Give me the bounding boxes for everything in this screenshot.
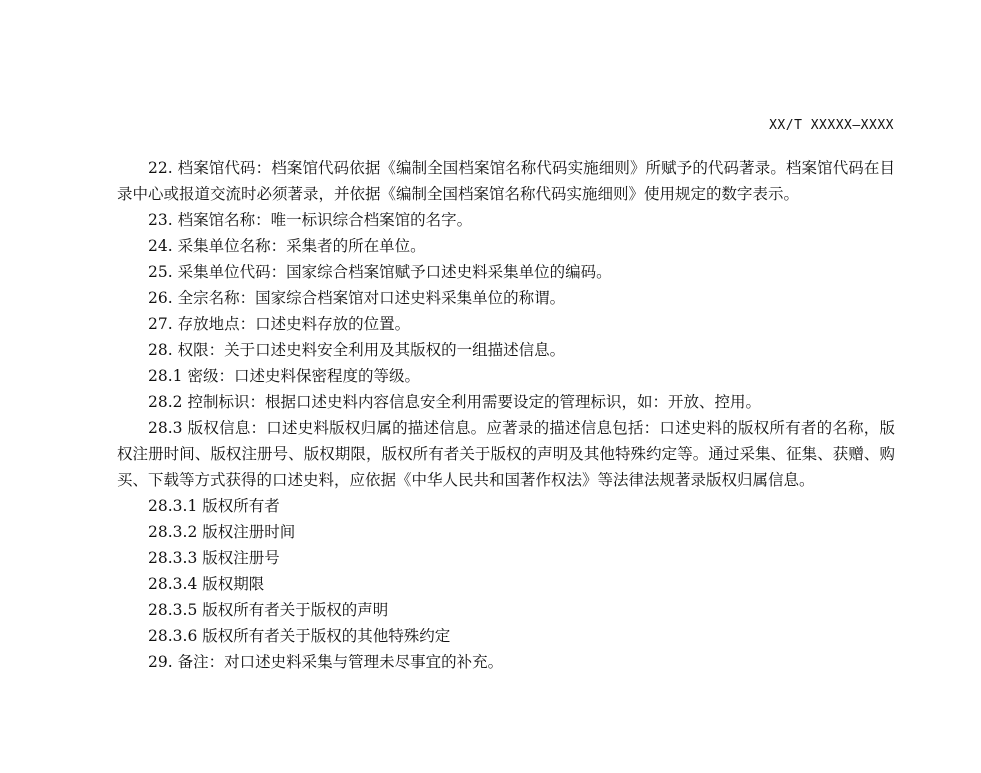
paragraph-23-archive-name: 23. 档案馆名称：唯一标识综合档案馆的名字。 — [148, 211, 473, 229]
paragraph-28-3-6-special-agreements: 28.3.6 版权所有者关于版权的其他特殊约定 — [148, 627, 451, 645]
paragraph-24-collecting-unit-name: 24. 采集单位名称：采集者的所在单位。 — [148, 237, 426, 255]
standard-number-header: XX/T XXXXX—XXXX — [769, 118, 894, 133]
paragraph-28-3-copyright-info: 28.3 版权信息：口述史料版权归属的描述信息。应著录的描述信息包括：口述史料的版权所有者的名称，版权注册时间、版权注册号、版权期限，版权所有者关于版权的声明及其他特殊约定等。通过采集、征集、获赠、购买、下载等方式获得的口述史料，应依据《中华人民共和国著作权法》等法律法规著录版权归属信息。 — [117, 419, 895, 489]
paragraph-29-remarks: 29. 备注：对口述史料采集与管理未尽事宜的补充。 — [148, 653, 504, 671]
paragraph-22-archive-code: 22. 档案馆代码：档案馆代码依据《编制全国档案馆名称代码实施细则》所赋予的代码著录。档案馆代码在目录中心或报道交流时必须著录，并依据《编制全国档案馆名称代码实施细则》使用规定的数字表示。 — [117, 159, 895, 203]
paragraph-28-3-4-copyright-term: 28.3.4 版权期限 — [148, 575, 265, 593]
paragraph-28-2-control-mark: 28.2 控制标识：根据口述史料内容信息安全利用需要设定的管理标识，如：开放、控用。 — [148, 393, 761, 411]
paragraph-26-fonds-name: 26. 全宗名称：国家综合档案馆对口述史料采集单位的称谓。 — [148, 289, 566, 307]
paragraph-28-1-classification: 28.1 密级：口述史料保密程度的等级。 — [148, 367, 420, 385]
paragraph-28-3-5-owner-statement: 28.3.5 版权所有者关于版权的声明 — [148, 601, 389, 619]
paragraph-25-collecting-unit-code: 25. 采集单位代码：国家综合档案馆赋予口述史料采集单位的编码。 — [148, 263, 612, 281]
paragraph-28-3-2-registration-time: 28.3.2 版权注册时间 — [148, 523, 296, 541]
document-body — [117, 155, 895, 675]
paragraph-28-3-1-copyright-owner: 28.3.1 版权所有者 — [148, 497, 280, 515]
paragraph-27-storage-location: 27. 存放地点：口述史料存放的位置。 — [148, 315, 411, 333]
paragraph-28-3-3-registration-number: 28.3.3 版权注册号 — [148, 549, 280, 567]
paragraph-28-permissions: 28. 权限：关于口述史料安全利用及其版权的一组描述信息。 — [148, 341, 566, 359]
